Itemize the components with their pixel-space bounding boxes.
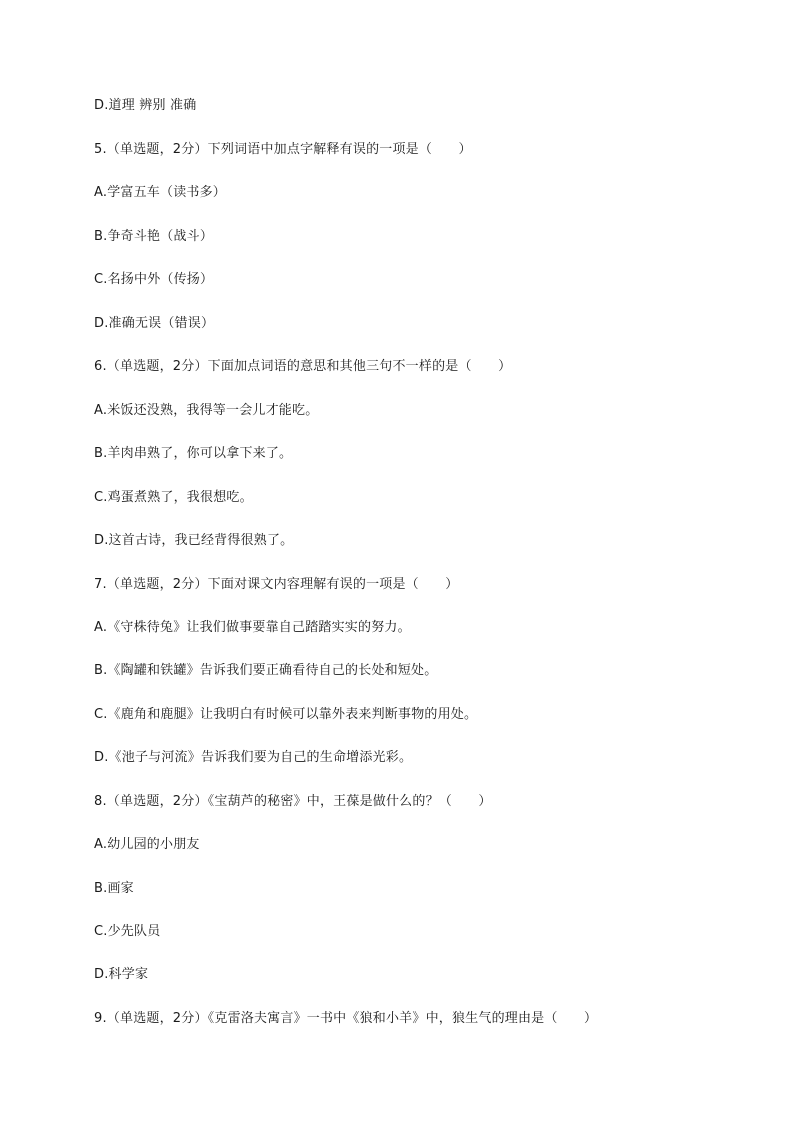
q7-option-b: B.《陶罐和铁罐》告诉我们要正确看待自己的长处和短处。 [94,663,438,678]
question-9: 9.（单选题，2分）《克雷洛夫寓言》一书中《狼和小羊》中，狼生气的理由是（ ） [94,1011,598,1026]
q7-option-c: C.《鹿角和鹿腿》让我明白有时候可以靠外表来判断事物的用处。 [94,707,478,722]
q5-option-d: D.准确无误（错误） [94,316,215,331]
q7-option-d: D.《池子与河流》告诉我们要为自己的生命增添光彩。 [94,750,413,765]
q6-option-d: D.这首古诗，我已经背得很熟了。 [94,533,294,548]
q6-option-c: C.鸡蛋煮熟了，我很想吃。 [94,490,253,505]
q8-option-d: D.科学家 [94,967,149,982]
q4-option-d: D.道理 辨别 准确 [94,98,197,113]
q5-option-b: B.争奇斗艳（战斗） [94,229,214,244]
question-8: 8.（单选题，2分）《宝葫芦的秘密》中，王葆是做什么的？（ ） [94,794,492,809]
question-5: 5.（单选题，2分）下列词语中加点字解释有误的一项是（ ） [94,142,472,157]
q8-option-a: A.幼儿园的小朋友 [94,837,200,852]
question-7: 7.（单选题，2分）下面对课文内容理解有误的一项是（ ） [94,577,459,592]
q6-option-b: B.羊肉串熟了，你可以拿下来了。 [94,446,293,461]
q8-option-c: C.少先队员 [94,924,161,939]
q5-option-c: C.名扬中外（传扬） [94,272,214,287]
q7-option-a: A.《守株待兔》让我们做事要靠自己踏踏实实的努力。 [94,620,411,635]
q6-option-a: A.米饭还没熟，我得等一会儿才能吃。 [94,403,319,418]
q5-option-a: A.学富五车（读书多） [94,185,226,200]
question-6: 6.（单选题，2分）下面加点词语的意思和其他三句不一样的是（ ） [94,359,512,374]
q8-option-b: B.画家 [94,881,134,896]
